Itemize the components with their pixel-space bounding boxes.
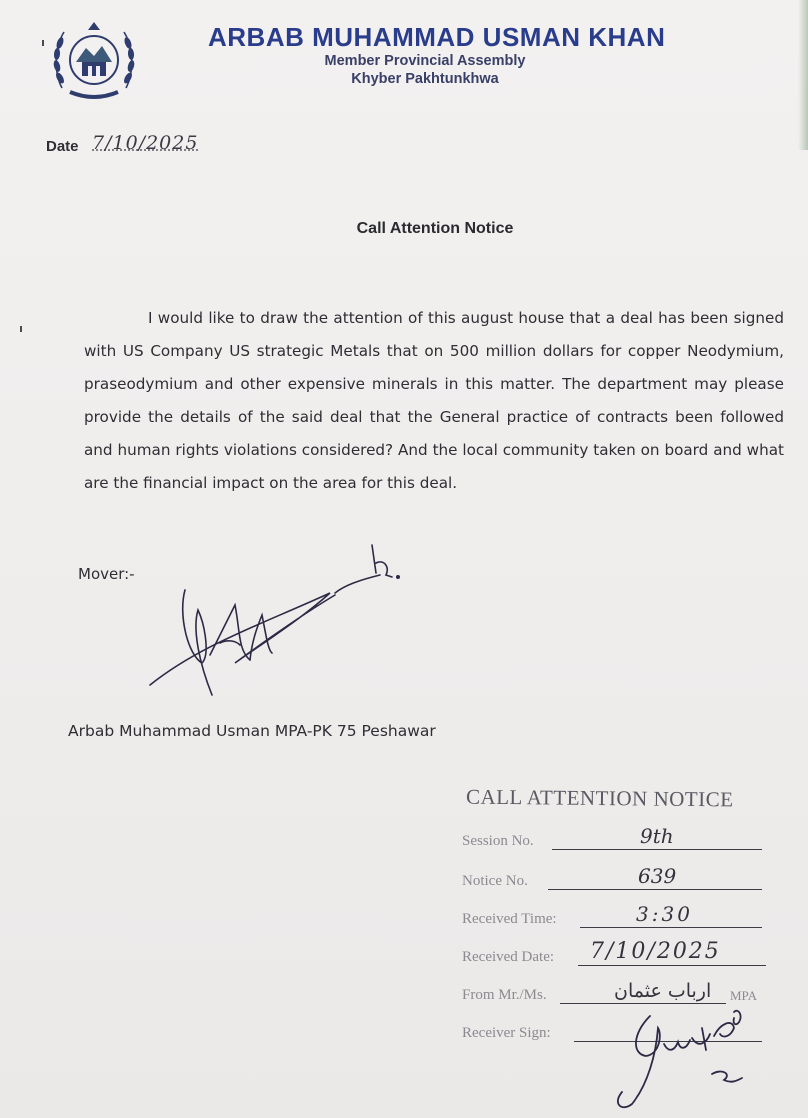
session-label: Session No. bbox=[462, 833, 534, 849]
province-name: Khyber Pakhtunkhwa bbox=[351, 71, 499, 87]
notice-body-paragraph: I would like to draw the attention of this august house that a deal has been signed with US Company US strategic Metals that on 500 million dollars for copper Neodymium, praseodymium and other expensive minerals in this matter. The department may please provide the details of the said deal that the General practice of contracts been followed and human rights violations considered? And the local community taken on board and what are the financial impact on the area for this deal. bbox=[84, 309, 784, 492]
member-title: Member Provincial Assembly bbox=[324, 53, 526, 69]
receiver-signature bbox=[602, 1004, 777, 1114]
stamp-row-session bbox=[462, 822, 772, 856]
received-date-value: 7/10/2025 bbox=[590, 939, 721, 964]
mover-label: Mover:- bbox=[78, 565, 135, 583]
notice-number-label: Notice No. bbox=[462, 873, 528, 889]
from-label: From Mr./Ms. bbox=[462, 987, 547, 1003]
mover-signature bbox=[140, 535, 420, 710]
received-date-label: Received Date: bbox=[462, 949, 555, 965]
received-time-value: 3:30 bbox=[636, 902, 693, 926]
stamp-row-time bbox=[462, 900, 772, 934]
notice-title: Call Attention Notice bbox=[356, 220, 514, 237]
receiver-sign-label: Receiver Sign: bbox=[462, 1025, 551, 1041]
from-value: ارباب عثمان bbox=[614, 980, 712, 1002]
stamp-row-date bbox=[462, 938, 772, 972]
speck bbox=[20, 326, 22, 332]
session-value: 9th bbox=[640, 824, 674, 848]
session-line bbox=[552, 849, 762, 850]
speck bbox=[42, 40, 44, 46]
assembly-emblem-logo bbox=[48, 18, 140, 106]
member-name-heading: ARBAB MUHAMMAD USMAN KHAN bbox=[208, 22, 666, 52]
from-suffix: MPA bbox=[730, 988, 757, 1003]
received-stamp bbox=[462, 786, 782, 1106]
mover-name-line: Arbab Muhammad Usman MPA-PK 75 Peshawar bbox=[68, 722, 436, 740]
received-time-label: Received Time: bbox=[462, 911, 557, 927]
received-date-line bbox=[578, 965, 766, 966]
received-time-line bbox=[580, 927, 762, 928]
notice-number-value: 639 bbox=[638, 864, 677, 888]
stamp-title: CALL ATTENTION NOTICE bbox=[465, 784, 734, 812]
page-edge-shadow bbox=[798, 0, 808, 150]
notice-number-line bbox=[548, 889, 762, 890]
date-label: Date bbox=[46, 138, 79, 155]
handwritten-date: 7/10/2025 bbox=[92, 132, 199, 154]
stamp-row-notice bbox=[462, 862, 772, 896]
